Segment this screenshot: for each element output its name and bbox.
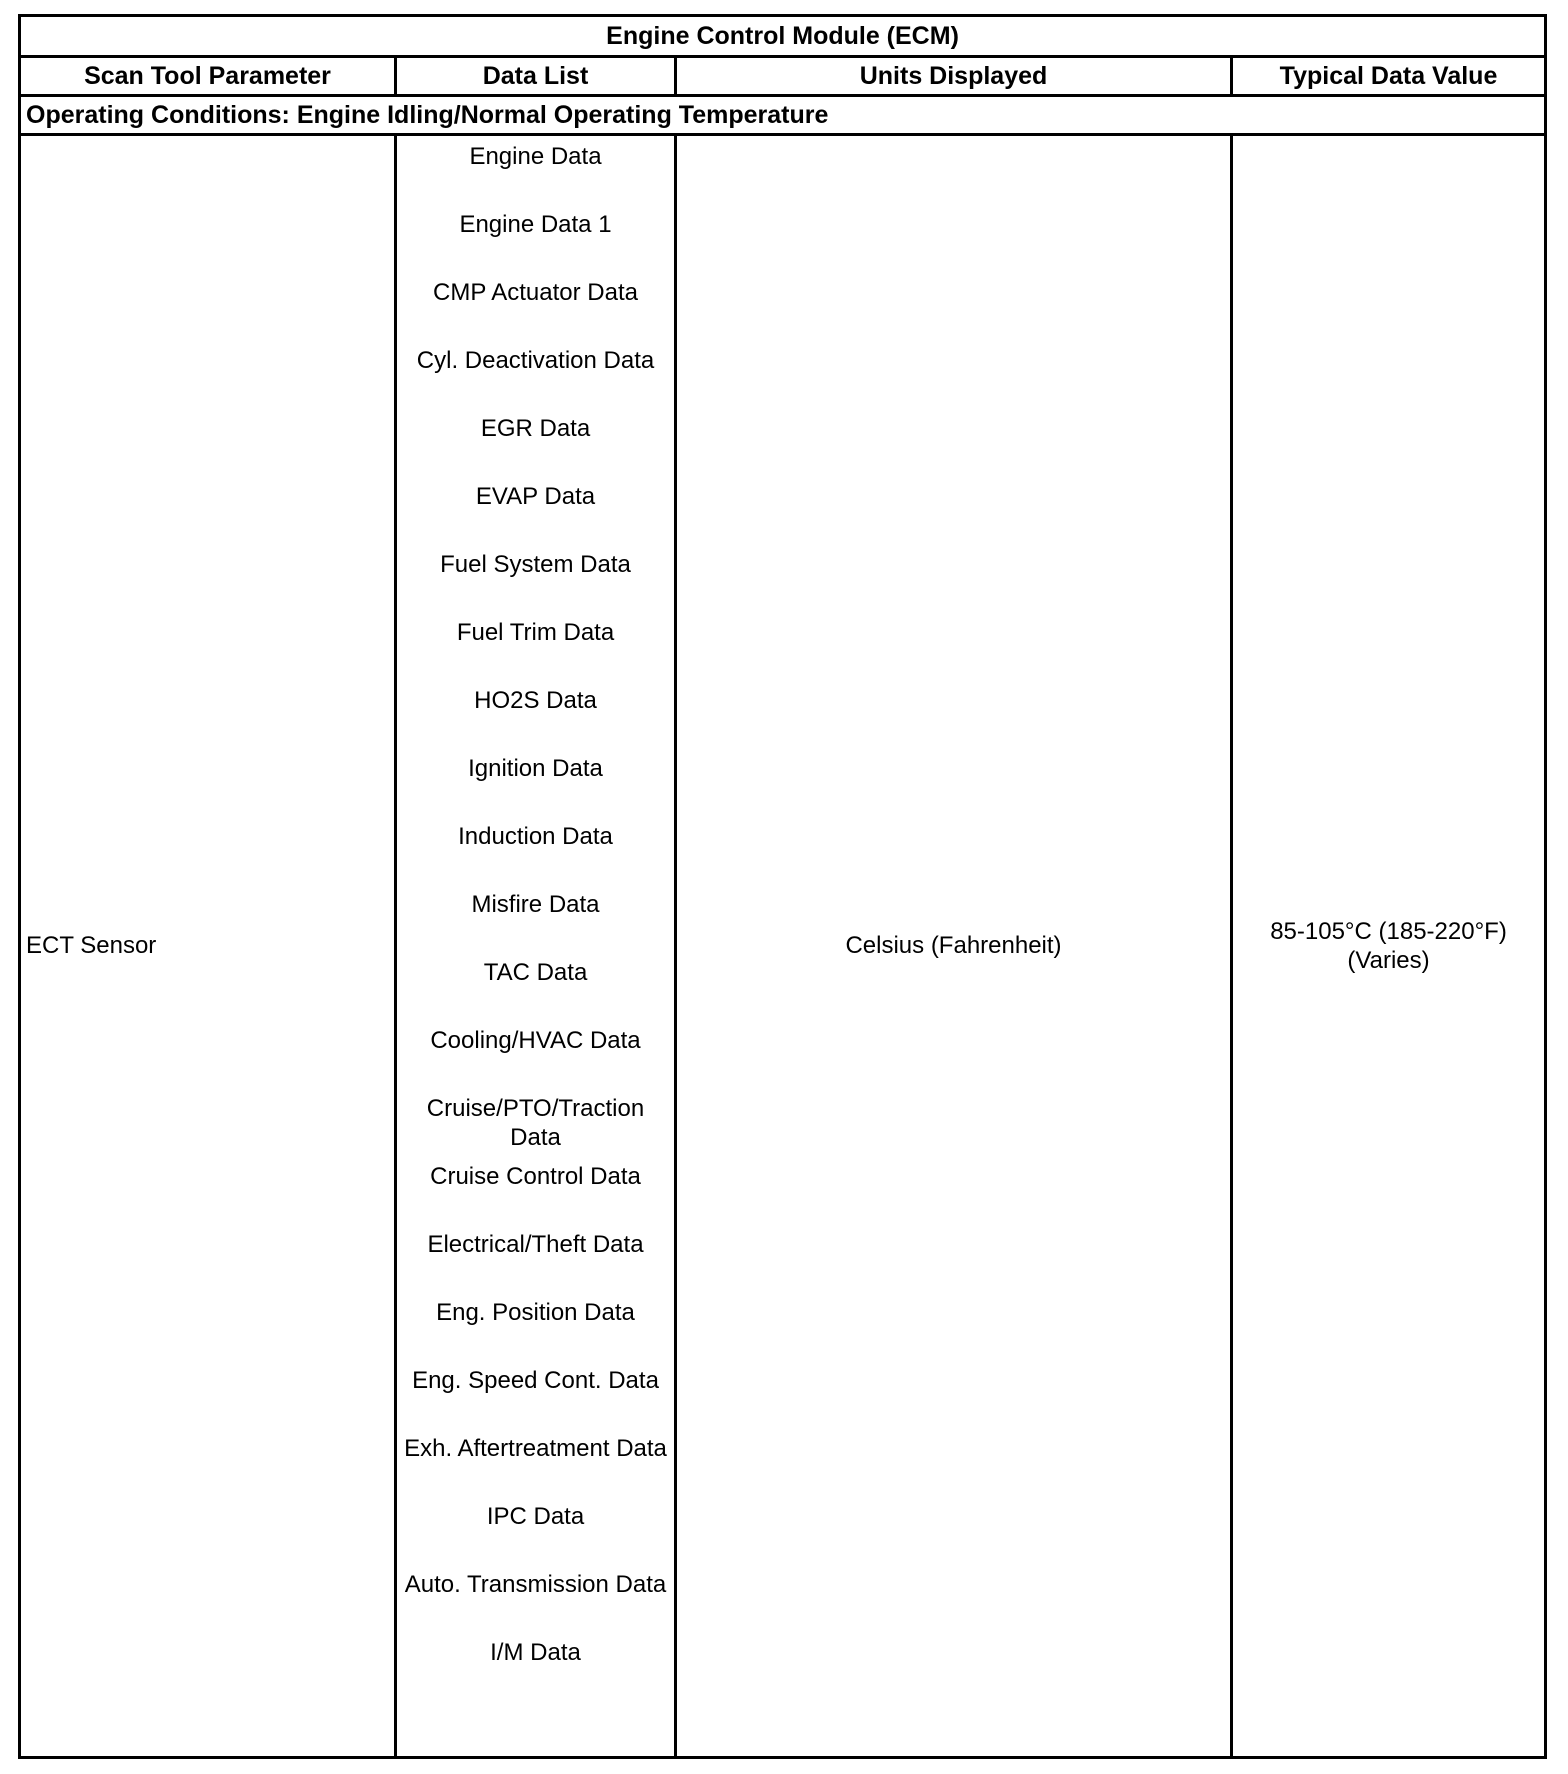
- units-displayed-cell: Celsius (Fahrenheit): [676, 135, 1232, 1758]
- header-typical-data-value: Typical Data Value: [1232, 57, 1546, 96]
- header-units-displayed: Units Displayed: [676, 57, 1232, 96]
- typical-value-note: (Varies): [1347, 947, 1430, 974]
- list-item: Cooling/HVAC Data: [430, 1027, 641, 1054]
- list-item: Fuel System Data: [440, 551, 631, 578]
- list-item: Cruise/PTO/Traction Data: [426, 1095, 645, 1151]
- operating-conditions-row: [20, 96, 1546, 135]
- table-title-row: [20, 16, 1546, 57]
- list-item: IPC Data: [486, 1503, 585, 1530]
- list-item: EVAP Data: [475, 483, 596, 510]
- list-item: CMP Actuator Data: [433, 279, 638, 306]
- list-item: EGR Data: [480, 415, 591, 442]
- header-data-list: Data List: [396, 57, 676, 96]
- list-item: Electrical/Theft Data: [427, 1231, 644, 1258]
- ecm-data-table: [18, 14, 1547, 1759]
- typical-value-range: 85-105°C (185-220°F): [1270, 918, 1507, 945]
- operating-conditions: Operating Conditions: Engine Idling/Normal Operating Temperature: [20, 96, 1546, 135]
- table-header-row: [20, 57, 1546, 96]
- list-item: Fuel Trim Data: [456, 619, 615, 646]
- list-item: Eng. Speed Cont. Data: [412, 1367, 659, 1394]
- header-scan-tool-parameter: Scan Tool Parameter: [20, 57, 396, 96]
- list-item: I/M Data: [490, 1639, 581, 1666]
- typical-data-value-cell: [1232, 135, 1546, 1758]
- data-list: [397, 136, 674, 1678]
- list-item: Misfire Data: [471, 891, 600, 918]
- list-item: Engine Data 1: [459, 211, 612, 238]
- list-item: Eng. Position Data: [436, 1299, 635, 1326]
- list-item: HO2S Data: [474, 687, 597, 714]
- parameter-cell: ECT Sensor: [20, 135, 396, 1758]
- list-item: TAC Data: [483, 959, 588, 986]
- list-item: Cyl. Deactivation Data: [416, 347, 655, 374]
- table-title: Engine Control Module (ECM): [20, 16, 1546, 57]
- list-item: Auto. Transmission Data: [404, 1571, 667, 1598]
- list-item: Engine Data: [469, 143, 602, 170]
- list-item: Ignition Data: [468, 755, 603, 782]
- data-list-cell: [396, 135, 676, 1758]
- table-row: [20, 135, 1546, 1758]
- list-item: Exh. Aftertreatment Data: [404, 1435, 667, 1462]
- list-item: Induction Data: [458, 823, 613, 850]
- list-item: Cruise Control Data: [430, 1163, 641, 1190]
